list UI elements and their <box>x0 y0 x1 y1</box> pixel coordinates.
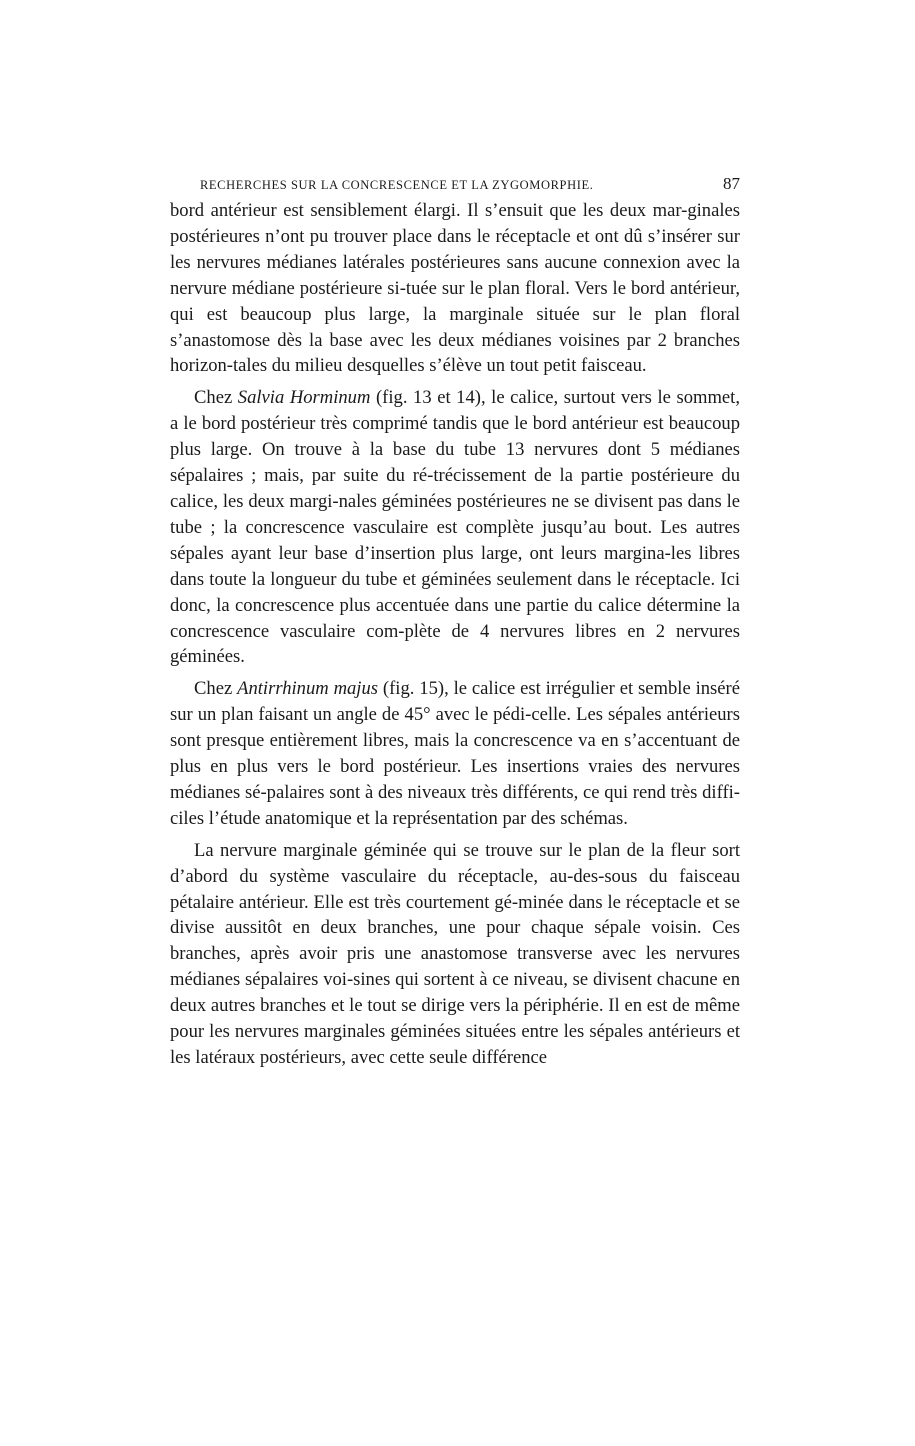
paragraph-2 <box>170 385 740 670</box>
page-number: 87 <box>723 174 740 193</box>
paragraph-3 <box>170 676 740 831</box>
running-title: RECHERCHES SUR LA CONCRESCENCE ET LA ZYGOMORPHIE. <box>200 178 594 192</box>
paragraph-1 <box>170 198 740 379</box>
paragraph-2-text: (fig. 13 et 14), le calice, surtout vers le sommet, a le bord postérieur très comprimé tandis que le bord antérieur est beaucoup plus large. On trouve à la base du tube 13 nervures dont 5 médianes sépalaires ; mais, par suite du ré-trécissement de la partie postérieure du calice, les deux margi-nales géminées postérieures ne se divisent pas dans le tube ; la concrescence vasculaire est complète jusqu’au bout. Les autres sépales ayant leur base d’insertion plus large, ont leurs margina-les libres dans toute la longueur du tube et géminées seulement dans le réceptacle. Ici donc, la concrescence plus accentuée dans une partie du calice détermine la concrescence vasculaire com-plète de 4 nervures libres en 2 nervures géminées. <box>170 387 740 668</box>
paragraph-4-text: La nervure marginale géminée qui se trouve sur le plan de la fleur sort d’abord du système vasculaire du réceptacle, au-des-sous du faisceau pétalaire antérieur. Elle est très courtement gé-minée dans le réceptacle et se divise aussitôt en deux branches, une pour chaque sépale voisin. Ces branches, après avoir pris une anastomose transverse avec les nervures médianes sépalaires voi-sines qui sortent à ce niveau, se divisent chacune en deux autres branches et le tout se dirige vers la périphérie. Il en est de même pour les nervures marginales géminées situées entre les sépales antérieurs et les latéraux postérieurs, avec cette seule différence <box>170 839 740 1068</box>
body-text <box>170 198 740 1071</box>
book-page <box>170 174 740 1071</box>
paragraph-3-lead: Chez <box>194 678 238 700</box>
paragraph-2-lead: Chez <box>194 387 238 409</box>
paragraph-1-text: bord antérieur est sensiblement élargi. Il s’ensuit que les deux mar-ginales postérieures n’ont pu trouver place dans le réceptacle et ont dû s’insérer sur les nervures médianes latérales postérieures sans aucune connexion avec la nervure médiane postérieure si-tuée sur le plan floral. Vers le bord antérieur, qui est beaucoup plus large, la marginale située sur le plan floral s’anastomose dès la base avec les deux médianes voisines par 2 branches horizon-tales du milieu desquelles s’élève un tout petit faisceau. <box>170 200 740 377</box>
species-name-antirrhinum: Antirrhinum majus <box>237 678 379 700</box>
paragraph-4 <box>170 838 740 1071</box>
species-name-salvia: Salvia Horminum <box>237 387 371 409</box>
paragraph-3-text: (fig. 15), le calice est irrégulier et semble inséré sur un plan faisant un angle de 45° avec le pédi-celle. Les sépales antérieurs sont presque entièrement libres, mais la concrescence va en s’accentuant de plus en plus vers le bord postérieur. Les insertions vraies des nervures médianes sé-palaires sont à des niveaux très différents, ce qui rend très diffi-ciles l’étude anatomique et la représentation par des schémas. <box>170 678 740 829</box>
running-header <box>170 174 740 194</box>
